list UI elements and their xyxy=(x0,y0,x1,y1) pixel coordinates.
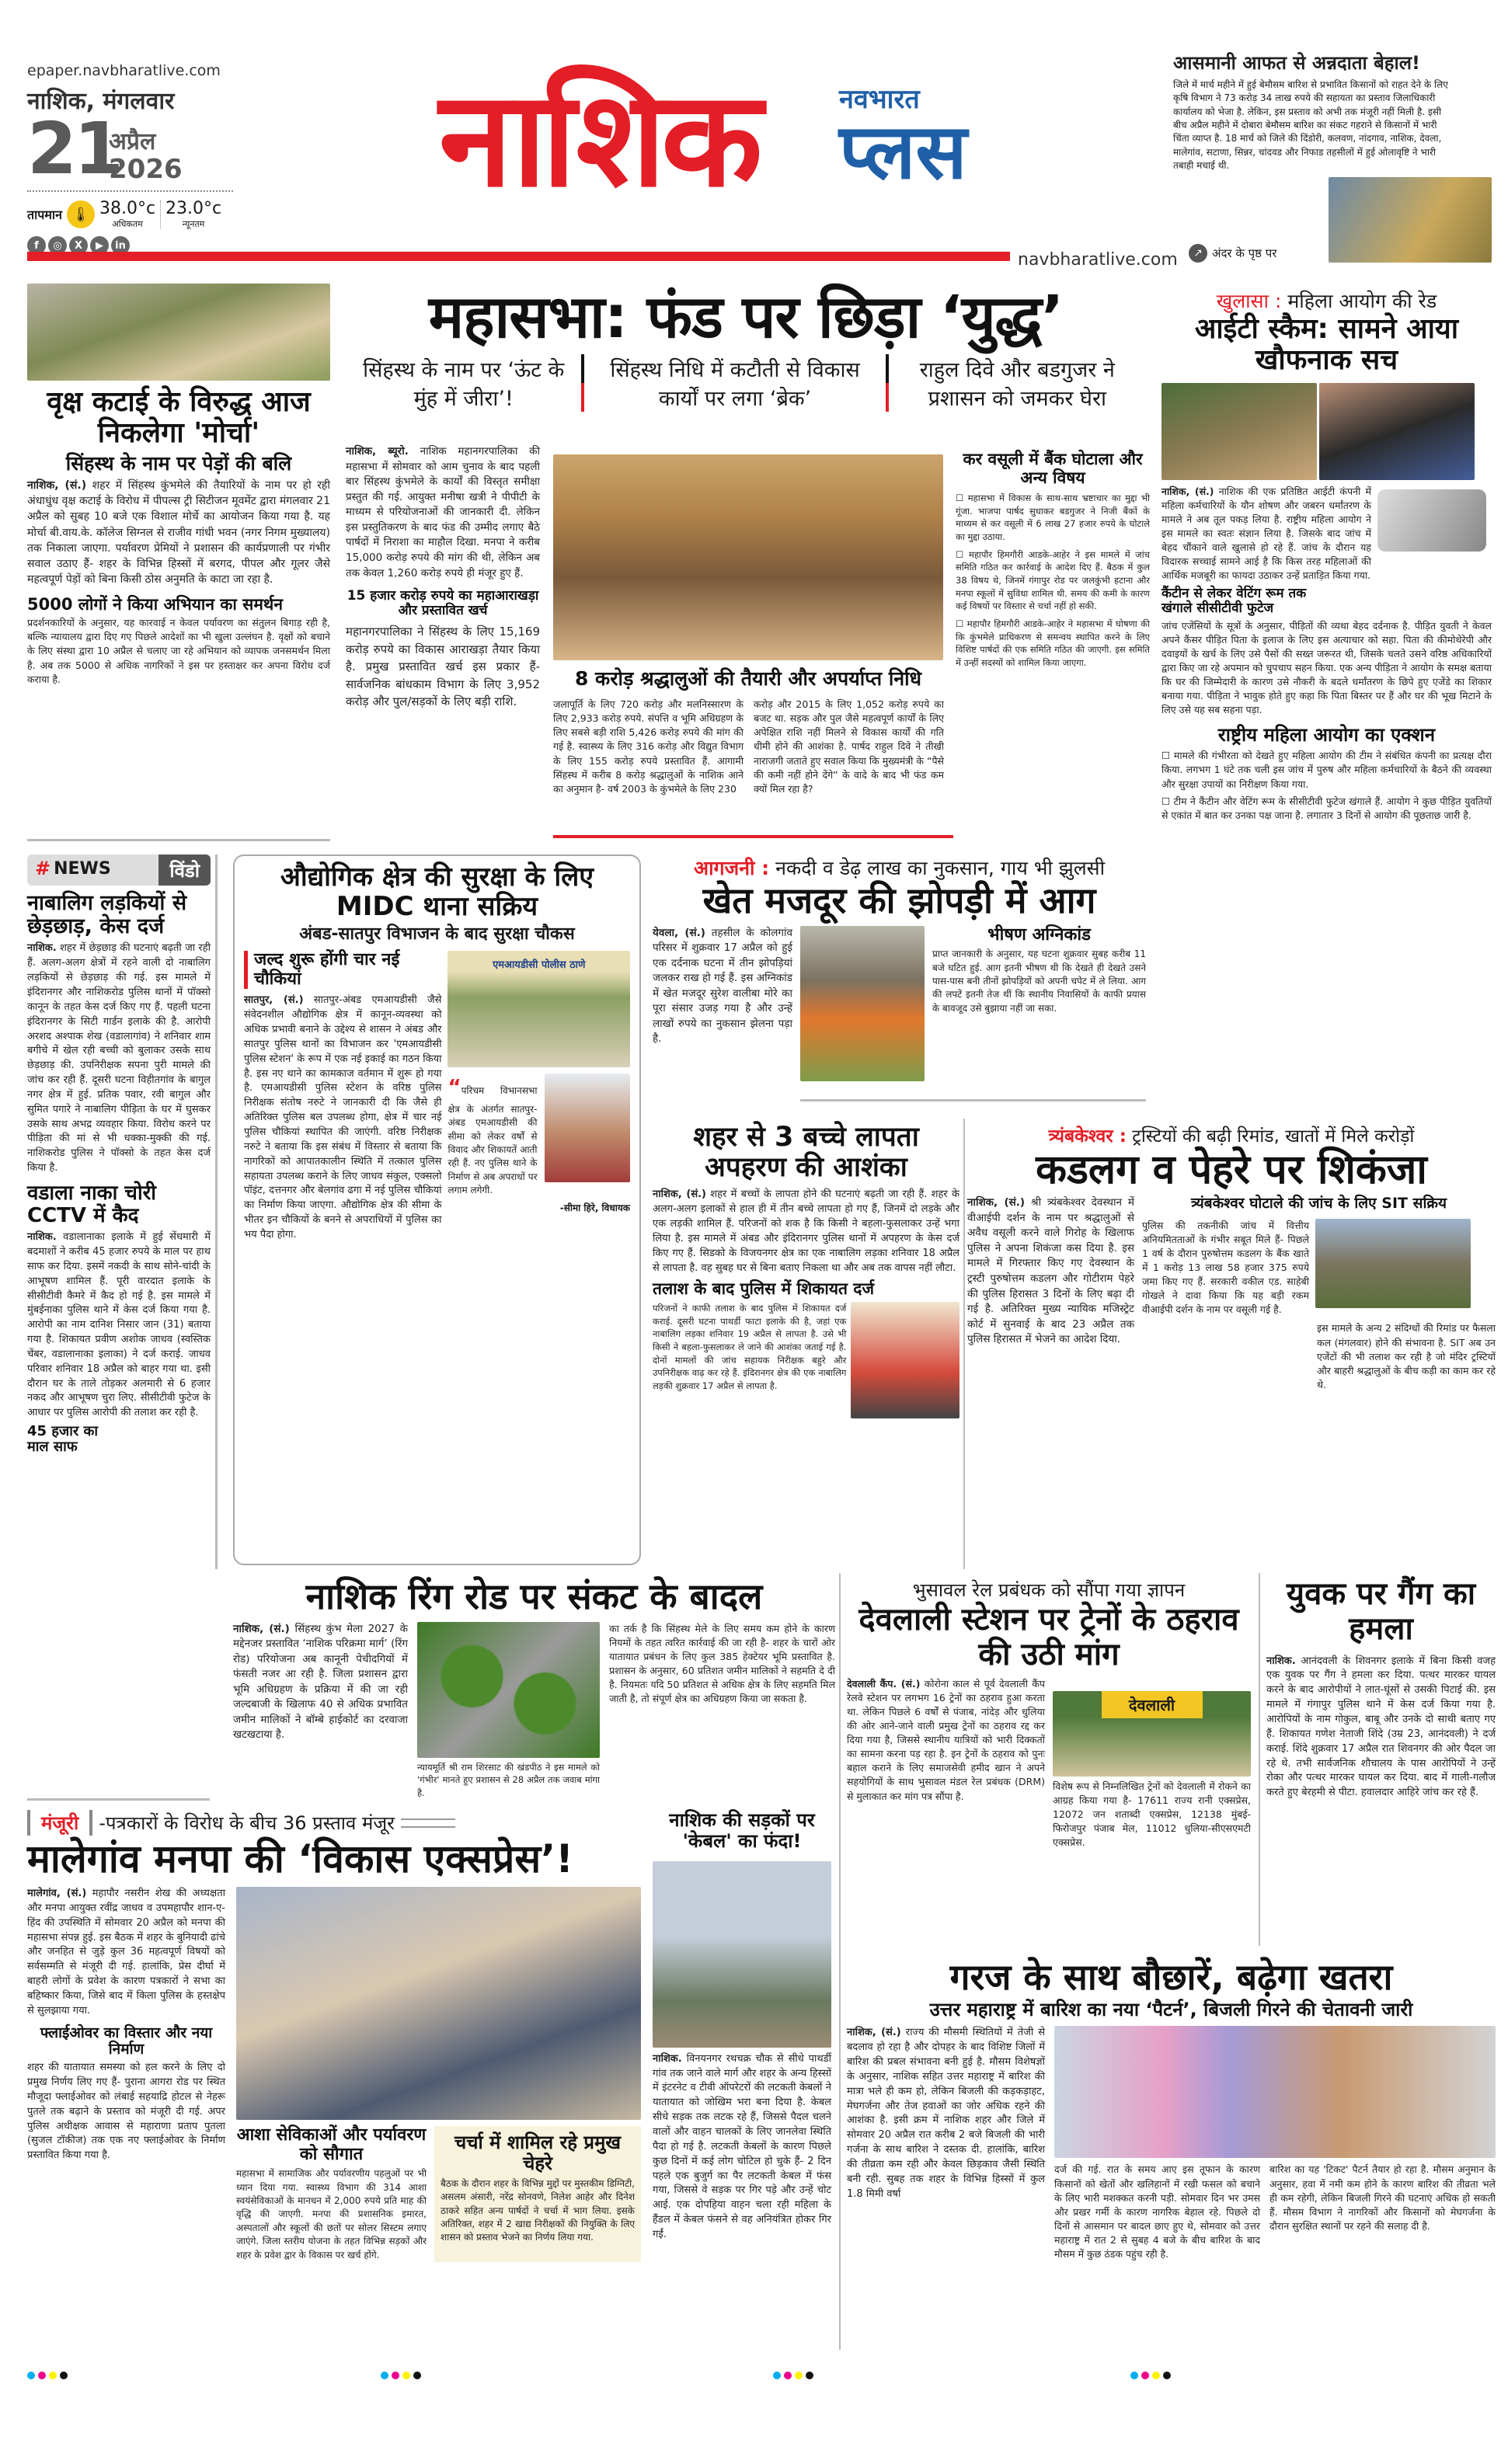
section-rule xyxy=(27,1798,210,1801)
linkedin-icon[interactable]: in xyxy=(111,236,130,255)
cable-body: विनयनगर रथचक्र चौक से सीधे पाथर्डी गांव तक जाने वाले मार्ग और शहर के अन्य हिस्सों में इंटरनेट व टीवी ऑपरेटरों की लटकती केबलों ने यातायात को जोखिम भरा बना दिया है. केबल सीधे सड़क तक लटक रहे हैं, जिससे पैदल चलने वालों और वाहन चालकों के लिए जानलेवा स्थिति पैदा हो गई है. लटकती केबलों के कारण पिछले कुछ दिनों में कई लोग चोटिल हो चुके हैं- 2 दिन पहले एक बुजुर्ग का पैर लटकती केबल में फंस गया, जिससे वे सड़क पर गिर पड़े और उन्हें चोट आई. एक दोपहिया वाहन चला रही महिला के हैंडल में केबल फंसने से वह अनियंत्रित होकर गिर गईं. xyxy=(653,2052,831,2240)
web-address[interactable]: navbharatlive.com xyxy=(1010,250,1186,270)
missing-subhead: तलाश के बाद पुलिस में शिकायत दर्ज xyxy=(653,1279,875,1299)
tree-body-2: प्रदर्शनकारियों के अनुसार, यह कारवाई न केवल पर्यावरण का संतुलन बिगाड़ रही है, बल्कि न्यायालय द्वारा दिए गए पिछले आदेशों का भी खुला उल्लंघन है. वृक्षों को बचाने के लिए संस्था द्वारा 10 अप्रैल से चलाए जा रहे अभियान को व्यापक जनसमर्थन मिला है. अब तक 5000 से अधिक नागरिकों ने इस पर हस्ताक्षर कर अपना विरोध दर्ज कराया है. xyxy=(27,617,330,685)
teaser-headline: आसमानी आफत से अन्नदाता बेहाल! xyxy=(1173,52,1420,74)
malegaon-subhead-2: आशा सेविकाओं और पर्यावरण को सौगात xyxy=(236,2125,427,2164)
midc-quote: परिचम विभानसभा क्षेत्र के अंतर्गत सातपुर-अंबड एमआयडीसी की सीमा को लेकर वर्षों से विवाद और शिकायतें आती रही हैं. नए पुलिस थाने के निर्माण से अब अपराधों पर लगाम लगेगी. xyxy=(448,1085,538,1196)
date-month: अप्रैल xyxy=(109,128,156,155)
temp-min-label: न्यूनतम xyxy=(182,219,205,229)
badge-news: NEWS xyxy=(54,859,111,879)
logo-main: नाशिक xyxy=(439,63,758,217)
itscam-box-head: कैंटीन से लेकर वेटिंग रूम तक खंगाले सीसीटीवी फुटेज xyxy=(1161,585,1307,616)
temp-max: 38.0°c xyxy=(99,199,156,218)
malegaon-body-1: शहर की यातायात समस्या को हल करने के लिए दो प्रमुख निर्णय लिए गए हैं- पुराना आगरा रोड पर स्थित मौजूदा फ्लाईओवर को लंबाई सहयाद्रि होटल से नेहरू पुतले तक बढ़ाने के प्रस्ताव को मंजूरी दी गई. अपर पुलिस अधीक्षक आवास से महाराणा प्रताप पुतला (सुजल टॉकीज) तक एक नए फ्लाईओवर के निर्माण प्रस्तावित किया गया है. xyxy=(27,2062,225,2162)
facebook-icon[interactable]: f xyxy=(27,236,46,255)
lead-sidebar xyxy=(956,451,1150,670)
cable-headline: नाशिक की सड़कों पर 'केबल' का फंदा! xyxy=(669,1809,815,1852)
malegaon-dateline: मालेगांव, (सं.) xyxy=(27,1888,87,1899)
ringroad-headline: नाशिक रिंग रोड पर संकट के बादल xyxy=(305,1575,763,1617)
nw-pullquote: 45 हजार का माल साफ xyxy=(27,1423,99,1456)
thermometer-icon: 🌡 xyxy=(67,200,95,228)
temperature xyxy=(27,199,221,230)
news-window-badge xyxy=(27,854,211,886)
tree-body: शहर में सिंहस्थ कुंभमेले की तैयारियों के नाम पर हो रही अंधाधुंध वृक्ष कटाई के विरोध में पीपल्स ट्री सिटीजन मूवमेंट द्वारा मंगलवार 21 अप्रैल को सुबह 10 बजे एक विशाल मोर्चे का आयोजन किया गया है. यह मोर्चा बी.वाय.के. कॉलेज सिग्नल से राजीव गांधी भवन (नगर निगम मुख्यालय) तक निकाला जाएगा. पर्यावरण प्रेमियों ने प्रशासन की कार्यप्रणाली पर गंभीर सवाल उठाए हैं- शहर के विभिन्न हिस्सों में बरगद, पीपल और गूलर जैसे महत्वपूर्ण पेड़ों को बिना किसी ठोस अनुमति के काटा जा रहा है. xyxy=(27,479,330,586)
arrow-icon: ↗ xyxy=(1189,244,1207,263)
itscam-kicker-rest: महिला आयोग की रेड xyxy=(1287,290,1437,312)
story-weather xyxy=(847,1958,1496,2261)
tree-subhead: सिंहस्थ के नाम पर पेड़ों की बलि xyxy=(65,451,292,475)
youtube-icon[interactable]: ▶ xyxy=(90,236,109,255)
temp-label: तापमान xyxy=(27,207,62,222)
ringroad-body: सिंहस्थ कुंभ मेला 2027 के मद्देनजर प्रस्तावित ‘नाशिक परिक्रमा मार्ग’ (रिंग रोड) परियोजना अब कानूनी पेचीदगियों में फंसती नजर आ रही है. जिला प्रशासन द्वारा भूमि अधिग्रहण के प्रक्रिया में की जा रही जल्दबाजी के खिलाफ 40 से अधिक प्रभावित जमीन मालिकों ने बॉम्बे हाईकोर्ट का दरवाजा खटखटाया है. xyxy=(233,1622,408,1742)
tree-headline: वृक्ष कटाई के विरुद्ध आज निकलेगा 'मोर्चा' xyxy=(47,386,311,450)
fire-photo xyxy=(800,926,925,1081)
fire-kicker-rest: नकदी व डेढ़ लाख का नुकसान, गाय भी झुलसी xyxy=(775,857,1106,879)
trimbak-headline: कडलग व पेहरे पर शिकंजा xyxy=(1036,1147,1427,1193)
logo-side: प्लस xyxy=(839,108,967,197)
x-icon[interactable]: X xyxy=(69,236,88,255)
weather-body-3: बारिश का यह 'टिकट' पैटर्न तैयार हो रहा है. मौसम अनुमान के अनुसार, हवा में नमी कम होने के कारण बारिश की तीव्रता भले ही कम रहेगी, लेकिन बिजली गिरने की घटनाएं अधिक हो सकती हैं. मौसम विभाग ने नागरिकों और किसानों को मेघगर्जना के दौरान सुरक्षित स्थानों पर रहने की सलाह दी है. xyxy=(1269,2163,1496,2232)
malegaon-headline: मालेगांव मनपा की ‘विकास एक्सप्रेस’! xyxy=(27,1836,573,1881)
missing-body: शहर में बच्चों के लापता होने की घटनाएं बढ़ती जा रही हैं. शहर के अलग-अलग इलाकों से हाल ही में तीन बच्चे लापता हो गए हैं, जिनमें दो लड़के और एक लड़की शामिल हैं. परिजनों को शक है कि किसी ने बहला-फुसलाकर उन्हें भगा लिया है. इस मामले में अंबड और इंदिरानगर पुलिस थानों में अपहरण के केस दर्ज किए गए हैं. सिडको के विजयनगर क्षेत्र का एक नाबालिग लड़का शनिवार 18 अप्रैल से लापता है. वह सुबह घर से बिना बताए निकला था और अब तक वापस नहीं लौटा. xyxy=(653,1188,959,1274)
midc-headline: औद्योगिक क्षेत्र की सुरक्षा के लिए MIDC थाना सक्रिय xyxy=(280,861,594,923)
yellow-dot xyxy=(49,2372,57,2379)
weather-map-photo xyxy=(1054,2026,1496,2158)
story-gang xyxy=(1266,1577,1496,1801)
site-url[interactable]: epaper.navbharatlive.com xyxy=(27,62,221,79)
malegaon-subhead-3: चर्चा में शामिल रहे प्रमुख चेहरे xyxy=(454,2132,622,2174)
assembly-photo xyxy=(553,454,943,660)
malegaon-body-2: महासभा में सामाजिक और पर्यावरणीय पहलुओं पर भी ध्यान दिया गया. स्वास्थ्य विभाग की 314 आशा स्वयंसेविकाओं के मानधन में 2,000 रुपये प्रति माह की वृद्धि की जाएगी. मनपा की प्रशासनिक इमारत, अस्पतालों और स्कूलों की छतों पर सोलर सिस्टम लगाए जाएंगे. जिला स्तरीय योजना के तहत विभिन्न सड़कों और शहर के प्रवेश द्वार के विकास पर खर्च होंगे. xyxy=(236,2168,427,2260)
itscam-photo-1 xyxy=(1161,383,1317,480)
itscam-dateline: नाशिक, (सं.) xyxy=(1161,485,1214,497)
story-tree xyxy=(27,284,330,687)
nw-dateline-2: नाशिक. xyxy=(27,1231,57,1244)
ringroad-body-2: का तर्क है कि सिंहस्थ मेले के लिए समय कम होने के कारण नियमों के तहत त्वरित कार्रवाई की जा रही है- शहर के चारों ओर यातायात प्रबंधन के लिए कुल 385 हेक्टेयर भूमि प्रस्तावित है. प्रशासन के अनुसार, 60 प्रतिशत जमीन मालिकों ने सहमति दे दी है. नियमतः यदि 50 प्रतिशत से अधिक क्षेत्र के लिए सहमति मिल जाती है, तो संपूर्ण क्षेत्र का अधिग्रहण किया जा सकता है. xyxy=(609,1622,835,1705)
lead-body-3: करोड़ और 2015 के लिए 1,052 करोड़ रुपये का बजट था. सड़क और पुल जैसे महत्वपूर्ण कार्यों के लिए अपेक्षित राशि नहीं मिलने से विकास कार्यों की गति धीमी होने की आशंका है. पार्षद राहुल दिवे ने तीखी नाराजगी जताते हुए सवाल किया कि मुख्यमंत्री के “पैसे की कमी नहीं होने देंगे” के वादे के बाद भी फंड कम क्यों मिल रहा है? xyxy=(754,698,944,795)
instagram-icon[interactable]: ◎ xyxy=(48,236,67,255)
itscam-body-2: जांच एजेंसियों के सूत्रों के अनुसार, पीड़ितों की व्यथा बेहद दर्दनाक है. पीड़ित युवती ने केवल अपने कैंसर पीड़ित पिता के इलाज के लिए इस अत्याचार को सहा. पिता की कीमोथेरेपी और दवाइयों के खर्च के लिए उसे पैसों की सख्त जरूरत थी, जिसके चलते उसने वरिष्ठ अधिकारियों द्वारा किए जा रहे अपमान को चुपचाप सहन किया. एक अन्य पीड़िता ने आयोग के समक्ष बताया कि घर की जिम्मेदारी के कारण उसे नौकरी के बदले धर्मांतरण के छिपे हुए एजेंडे का शिकार बनाया गया. पीड़िता ने भावुक होते हुए कहा कि पिता बिस्तर पर हैं और घर की भूख मिटाने के लिए उसे यह सब सहना पड़ा. xyxy=(1161,619,1492,716)
lead-side-item: ☐ महापौर हिमगौरी आडके-आहेर ने महासभा में घोषणा की कि कुंभमेले प्राधिकरण से समन्वय स्थापित करने के लिए विशिष्ट पार्षदों की एक समिति गठित की जाएगी. इस समिति में उन्हीं सदस्यों को शामिल किया जाएगा. xyxy=(956,618,1150,669)
cable-dateline: नाशिक. xyxy=(653,2052,682,2065)
lead-subhead-1: 15 हजार करोड़ रुपये का महाआराखड़ा और प्रस्तावित खर्च xyxy=(347,588,539,619)
section-rule xyxy=(839,1573,841,2350)
quote-icon: “ xyxy=(448,1076,461,1100)
weather-dateline: नाशिक, (सं.) xyxy=(847,2027,901,2039)
cyan-dot xyxy=(27,2372,35,2379)
tree-photo xyxy=(27,284,330,381)
story-lead xyxy=(346,284,1146,412)
fire-rule xyxy=(800,1099,1146,1101)
devlali-kicker: भुसावल रेल प्रबंधक को सौंपा गया ज्ञापन xyxy=(912,1579,1186,1601)
logo-top: नवभारत xyxy=(839,84,920,115)
triple-line-icon xyxy=(401,1818,455,1828)
lead-body-2: जलापूर्ति के लिए 720 करोड़ और मलनिस्सारण के लिए 2,933 करोड़ रुपये. संपत्ति व भूमि अधिग्रहण के लिए सबसे बड़ी राशि 5,426 करोड़ रुपये की मांग की गई है. स्वास्थ्य के लिए 316 करोड़ और विद्युत विभाग के लिए 155 करोड़ रुपये प्रस्तावित हैं. आगामी सिंहस्थ में करीब 8 करोड़ श्रद्धालुओं के नाशिक आने का अनुमान है- वर्ष 2003 के कुंभमेले के लिए 230 xyxy=(553,698,744,795)
devlali-station-photo xyxy=(1053,1691,1251,1777)
registration-mark xyxy=(1130,2368,1174,2382)
lead-side-item: ☐ महापौर हिमगौरी आडके-आहेर ने इस मामले में जांच समिति गठित कर कार्रवाई के आदेश दिए हैं. बैठक में कुल 38 विषय थे, जिनमें गंगापुर रोड पर जलकुंभी हटाना और मनपा स्कूलों में सुविधा शामिल थी. समय की कमी के कारण कई विषयों पर विस्तार से चर्चा नहीं हो सकी. xyxy=(956,548,1150,612)
lead-deck-1: सिंहस्थ के नाम पर ‘ऊंट के मुंह में जीरा’! xyxy=(346,354,584,412)
story-itscam xyxy=(1161,287,1492,823)
midc-side-head: जल्द शुरू होंगी चार नई चौकियां xyxy=(244,951,441,989)
teaser-box xyxy=(1173,53,1492,263)
cctv-camera-icon xyxy=(1377,489,1486,552)
tree-dateline: नाशिक, (सं.) xyxy=(27,479,87,492)
lead-deck-3: राहुल दिवे और बडगुजर ने प्रशासन को जमकर घेरा xyxy=(919,358,1115,412)
tree-subhead-2: 5000 लोगों ने किया अभियान का समर्थन xyxy=(27,594,284,614)
gang-dateline: नाशिक. xyxy=(1266,1655,1296,1667)
weather-body: राज्य की मौसमी स्थितियों में तेजी से बदलाव हो रहा है और दोपहर के बाद विशिष्ट जिलों में बारिश की प्रबल संभावना बनी हुई है. मौसम विशेषज्ञों के अनुसार, नाशिक सहित उत्तर महाराष्ट्र में बारिश की मात्रा भले ही कम हो, लेकिन बिजली की कड़कड़ाहट, मेघगर्जना और तेज हवाओं का जोर अधिक रहने की आशंका है. इसी क्रम में नाशिक शहर और जिले में सोमवार 20 अप्रैल रात करीब 2 बजे बिजली की भारी गर्जना के साथ बारिश ने दस्तक दी. हालांकि, बारिश की तीव्रता कम रही और केवल छिड़काव जैसी स्थिति बनी रही. सुबह तक शहर के विभिन्न हिस्सों में कुल 1.8 मिमी वर्षा xyxy=(847,2027,1046,2200)
teaser-link[interactable] xyxy=(1189,244,1276,263)
fire-body: तहसील के कोलगांव परिसर में शुक्रवार 17 अप्रैल को हुई एक दर्दनाक घटना में तीन झोपड़ियां जलकर राख हो गई हैं. इस अग्निकांड में खेत मजदूर सुरेश वालीबा मोरे का पूरा संसार उजड़ गया है और उन्हें लाखों रुपये का नुकसान झेलना पड़ा है. xyxy=(653,926,792,1046)
lead-body-1: महानगरपालिका ने सिंहस्थ के लिए 15,169 करोड़ रुपये का विकास आराखड़ा तैयार किया है. प्रमुख प्रस्तावित खर्च इस प्रकार हैं- सार्वजनिक बांधकाम विभाग के लिए 3,952 करोड़ और पुल/सड़कों के लिए बड़ी राशि. xyxy=(346,625,540,709)
malegaon-body-3: बैठक के दौरान शहर के विभिन्न मुद्दों पर मुस्तकीम डिग्निटी, असलम अंसारी, नरेंद्र सोनवणे, निलेश आहेर और दिनेश ठाकरे सहित अन्य पार्षदों ने चर्चा में भाग लिया. इसके अतिरिक्त, शहर में 2 खाद्य निरीक्षकों की नियुक्ति के लिए शासन को प्रस्ताव भेजने का निर्णय लिया गया. xyxy=(441,2177,635,2243)
missing-headline: शहर से 3 बच्चे लापता अपहरण की आशंका xyxy=(693,1122,919,1184)
temp-min: 23.0°c xyxy=(165,199,222,218)
lead-body: नाशिक महानगरपालिका की महासभा में सोमवार को आम चुनाव के बाद पहली बार सिंहस्थ कुंभमेले के कार्यों की विस्तृत समीक्षा प्रस्तुत की गई. आयुक्त मनीषा खत्री ने पीपीटी के माध्यम से परियोजनाओं की जानकारी दी. लेकिन इस प्रस्तुतिकरण के बाद फंड की उम्मीद लगाए बैठे पार्षदों में निराशा का माहौल दिखा. मनपा ने करीब 15,000 करोड़ रुपये की मांग की थी, लेकिन अब तक केवल 1,260 करोड़ रुपये ही मंजूर हुए हैं. xyxy=(346,445,540,579)
temp-max-label: अधिकतम xyxy=(112,219,143,229)
registration-mark xyxy=(773,2368,817,2382)
missing-body-2: परिजनों ने काफी तलाश के बाद पुलिस में शिकायत दर्ज कराई. दूसरी घटना पाथर्डी फाटा इलाके की है, जहां एक नाबालिग लड़का शनिवार 19 अप्रैल से लापता है. उसे भी किसी ने बहला-फुसलाकर ले जाने की आशंका जताई गई है. दोनों मामलों की जांच सहायक निरीक्षक बहुरे और उपनिरीक्षक वाढ़ कर रहे हैं. इंदिरानगर क्षेत्र की एक नाबालिग लड़की शुक्रवार 17 अप्रैल से लापता है. xyxy=(653,1302,847,1391)
lead-decks xyxy=(346,354,1146,412)
lead-subhead-2: 8 करोड़ श्रद्धालुओं की तैयारी और अपर्याप्त निधि xyxy=(574,667,922,690)
trimbak-body-2: पुलिस की तकनीकी जांच में वित्तीय अनियमितताओं के गंभीर सबूत मिले हैं- पिछले 1 वर्ष के दौरान पुरुषोत्तम कडलग के बैंक खाते में 1 करोड़ 13 लाख 58 हजार 375 रुपये जमा किए गए हैं. सरकारी वकील एड. साहेबी गोखले ने दावा किया कि यह बड़ी रकम वीआईपी दर्शन के नाम पर वसूली गई है. xyxy=(1142,1219,1309,1316)
itscam-kicker: खुलासा : xyxy=(1216,290,1282,312)
devlali-body-2: विशेष रूप से निम्नलिखित ट्रेनों को देवलाली में रोकने का आग्रह किया गया है- 17611 राज्य रानी एक्सप्रेस, 12072 जन शताब्दी एक्सप्रेस, 12138 मुंबई-फिरोजपुर पंजाब मेल, 11012 धुलिया-सीएसएमटी एक्सप्रेस. xyxy=(1053,1780,1251,1849)
ringroad-photo xyxy=(417,1622,600,1758)
weather-body-2: दर्ज की गई. रात के समय आए इस तूफान के कारण किसानों को खेतों और खलिहानों में रखी फसल को बचाने के लिए भारी मशक्कत करनी पड़ी. सोमवार दिन भर उमस और प्रखर गर्मी के कारण नागरिक बेहाल रहे. पिछले दो दिनों से आसमान पर बादल छाए हुए थे, सोमवार को उत्तर महाराष्ट्र में रात 2 से सुबह 4 बजे के बीच बारिश के बाद मौसम में कुछ ठंडक पहुंच रही है. xyxy=(1054,2163,1260,2260)
devlali-body: कोरोना काल से पूर्व देवलाली कैंप रेलवे स्टेशन पर लगभग 16 ट्रेनों का ठहराव हुआ करता था. लेकिन पिछले 6 वर्षों से पंजाब, नांदेड़ और धुलिया की ओर आने-जाने वाली प्रमुख ट्रेनों का ठहराव रद्द कर दिया गया है, जिससे स्थानीय यात्रियों को भारी दिक्कतों का सामना करना पड़ रहा है. इन ट्रेनों के ठहराव को पुनः बहाल कराने के लिए समाजसेवी हमीद खान ने अपने सहयोगियों के साथ भुसावल मंडल रेल प्रबंधक (DRM) से मुलाकात कर मांग पत्र सौंपा है. xyxy=(847,1677,1045,1802)
midc-station-photo xyxy=(448,951,630,1067)
malegaon-body: महापौर नसरीन शेख की अध्यक्षता और मनपा आयुक्त रवींद्र जाधव व उपमहापौर शान-ए-हिंद की उपस्थिति में सोमवार 20 अप्रैल को मनपा की महासभा संपन्न हुई. इस बैठक में शहर के बुनियादी ढांचे और जनहित से जुड़े कुल 36 महत्वपूर्ण विषयों को सर्वसम्मति से मंजूरी दी गई. हालांकि, प्रेस दीर्घा में बाहरी लोगों के प्रवेश के कारण पत्रकारों ने सभा का बहिष्कार किया, जिसे बाद में किला पुलिस के हस्तक्षेप से सुलझाया गया. xyxy=(27,1888,225,2017)
masthead xyxy=(0,0,1501,272)
lead-dateline: नाशिक, ब्यूरो. xyxy=(346,445,409,458)
malegaon-kicker: मंजूरी xyxy=(27,1810,92,1836)
malegaon-meeting-photo xyxy=(236,1887,641,2120)
story-midc xyxy=(233,854,641,1565)
trimbak-subhead: त्र्यंबकेश्वर घोटाले की जांच के लिए SIT सक्रिय xyxy=(1190,1195,1447,1213)
story-trimbak xyxy=(967,1122,1496,1392)
temple-photo xyxy=(1315,1219,1471,1308)
column-rule xyxy=(27,839,330,841)
devlali-headline: देवलाली स्टेशन पर ट्रेनों के ठहराव की उठी मांग xyxy=(858,1602,1239,1672)
city-day: नाशिक, मंगलवार xyxy=(27,88,175,115)
trimbak-kicker-rest: ट्रस्टियों की बढ़ी रिमांड, खातों में मिले करोड़ों xyxy=(1132,1126,1415,1147)
date-day: 21 xyxy=(27,107,121,190)
ringroad-caption: न्यायमूर्ति श्री राम शिरसाट की खंडपीठ ने इस मामले को 'गंभीर' मानते हुए प्रशासन से 28 अप्रैल तक जवाब मांगा है. xyxy=(417,1761,600,1798)
story-cable xyxy=(653,1810,831,2243)
trimbak-body: श्री त्र्यंबकेश्वर देवस्थान में वीआईपी दर्शन के नाम पर श्रद्धालुओं से अवैध वसूली करने वाले गिरोह के खिलाफ पुलिस ने अपना शिकंजा कस दिया है. इस मामले में गिरफ्तार किए गए देवस्थान के ट्रस्टी पुरुषोत्तम कडलग और गोटीराम पेहरे की पुलिस हिरासत 3 दिनों के लिए बढ़ा दी गई है. अतिरिक्त मुख्य न्यायिक मजिस्ट्रेट कोर्ट में सुनवाई के बाद 23 अप्रैल तक पुलिस हिरासत में भेजने का आदेश दिया. xyxy=(967,1196,1134,1346)
magenta-dot xyxy=(38,2372,46,2379)
badge-window: विंडो xyxy=(158,854,211,886)
midc-quote-by: -सीमा हिरे, विधायक xyxy=(559,1202,630,1213)
story-malegaon xyxy=(27,1810,641,2262)
date-divider xyxy=(27,190,233,192)
teaser-link-label: अंदर के पृष्ठ पर xyxy=(1212,246,1277,260)
fire-headline: खेत मजदूर की झोपड़ी में आग xyxy=(702,879,1096,921)
devlali-dateline: देवलाली कैंप. (सं.) xyxy=(847,1677,921,1690)
news-window xyxy=(27,854,218,1569)
trimbak-kicker: त्र्यंबकेश्वर : xyxy=(1048,1126,1127,1147)
midc-dateline: सातपुर, (सं.) xyxy=(244,994,304,1007)
nw-headline-2: वडाला नाका चोरी CCTV में कैद xyxy=(27,1181,157,1228)
gang-body: आनंदवली के शिवनगर इलाके में बिना किसी वजह एक युवक पर गैंग ने हमला कर दिया. पत्थर मारकर घायल करने के बाद आरोपीयों ने लात-घूंसों से उसकी पिटाई की. इस मामले में गंगापुर पुलिस थाने में केस दर्ज किया गया है. आरोपियों के नाम गोकुल, बाबू और उनके दो साथी बताए गए हैं. शिकायत गणेश नेताजी शिंदे (उम्र 23, आनंदवली) ने दर्ज कराई. शिंदे शुक्रवार 17 अप्रैल रात शिवनगर की ओर पैदल जा रहे थे. तभी सार्वजनिक शौचालय के पास आरोपियों ने उन्हें रोका और पत्थर मारकर घायल कर दिया. बाद में गाली-गलौज करते हुए बेरहमी से पीटा. हवालदार आहिरे जांच कर रहे हैं. xyxy=(1266,1655,1496,1799)
fire-side-head: भीषण अग्निकांड xyxy=(987,924,1091,945)
registration-mark xyxy=(381,2368,424,2382)
mla-portrait xyxy=(545,1074,630,1182)
devlali-sign: देवलाली xyxy=(1102,1691,1203,1718)
story-fire xyxy=(653,854,1146,1081)
itscam-headline: आईटी स्कैम: सामने आया खौफनाक सच xyxy=(1194,313,1459,377)
date-year: 2026 xyxy=(109,154,183,185)
farmer-photo xyxy=(1329,177,1492,263)
midc-body: सातपुर-अंबड एमआयडीसी जैसे संवेदनशील औद्योगिक क्षेत्र में कानून-व्यवस्था को अधिक प्रभावी बनाने के उद्देश्य से शासन ने अंबड और सातपुर पुलिस थानों का विभाजन कर 'एमआयडीसी पुलिस स्टेशन' के रूप में एक नई इकाई का गठन किया है. इस नए थाने का कामकाज वर्तमान में शुरू हो गया है. एमआयडीसी पुलिस स्टेशन के वरिष्ठ पुलिस निरीक्षक संतोष नरुटे ने जानकारी दी कि जैसे ही अतिरिक्त पुलिस बल उपलब्ध होगा, क्षेत्र में चार नई पुलिस चौकियां स्थापित की जाएंगी. वरिष्ठ निरीक्षक नरुटे ने बताया कि इस संबंध में विस्तार से बताया कि नागरिकों को आपातकालीन स्थिति में तत्काल पुलिस सहायता उपलब्ध कराने के लिए जाधव संकुल, एक्सलो पॉइंट, दत्तनगर और बेलगांव ढगा में नई पुलिस चौकियां का निर्माण किया जाएगा. औद्योगिक क्षेत्र की सीमा के भीतर इन चौकियों के बनने से अपराधियों में पुलिस का भय पैदा होगा. xyxy=(244,994,442,1241)
midc-subhead: अंबड-सातपुर विभाजन के बाद सुरक्षा चौकस xyxy=(299,924,575,945)
midc-station-sign: एमआयडीसी पोलीस ठाणे xyxy=(493,959,586,972)
black-dot xyxy=(60,2372,68,2379)
trimbak-dateline: नाशिक, (सं.) xyxy=(967,1196,1026,1209)
nw-body-1: शहर में छेड़छाड़ की घटनाएं बढ़ती जा रही हैं. अलग-अलग क्षेत्रों में रहने वाली दो नाबालिग लड़कियों से छेड़छाड़ की गई. इस मामले में इंदिरानगर और नाशिकरोड पुलिस थानों में पॉक्सो कानून के तहत केस दर्ज किए गए हैं. पहली घटना इंदिरानगर के सिटी गार्डन इलाके की है. आरोपी अरशद अश्पाक शेख (वडालागांव) ने शनिवार शाम बगीचे में खेल रही बच्ची को बुलाकर उसके साथ छेड़छाड़ की. उपनिरीक्षक सपना पुरी मामले की जांच कर रही हैं. दूसरी घटना विहीतगांव के बागुल नगर क्षेत्र में हुई. प्रतिक पवार, रवी बागुल और सुमित पगारे ने नाबालिग पीड़िता के घर में घुसकर उसके साथ अभद्र व्यवहार किया. विरोध करने पर पीड़िता की मां से भी धक्का-मुक्की की गई. नाशिकरोड पुलिस ने पॉक्सो के तहत केस दर्ज किया है. xyxy=(27,942,211,1175)
itscam-photo-2 xyxy=(1319,383,1475,480)
hash-icon: # xyxy=(35,858,51,879)
malegaon-subhead-1: फ्लाईओवर का विस्तार और नया निर्माण xyxy=(40,2024,213,2058)
section-rule xyxy=(1259,1573,1260,1946)
story-missing xyxy=(653,1122,959,1418)
nw-dateline-1: नाशिक. xyxy=(27,942,57,955)
lead-side-head: कर वसूली में बैंक घोटाला और अन्य विषय xyxy=(963,450,1143,487)
masthead-red-bar xyxy=(27,252,1111,261)
kidnap-illustration xyxy=(851,1302,959,1418)
itscam-subhead: राष्ट्रीय महिला आयोग का एक्शन xyxy=(1217,724,1436,747)
weather-headline: गरज के साथ बौछारें, बढ़ेगा खतरा xyxy=(949,1956,1393,1998)
fire-side-body: प्राप्त जानकारी के अनुसार, यह घटना शुक्रवार सुबह करीब 11 बजे घटित हुई. आग इतनी भीषण थी कि देखते ही देखते उसने पास-पास बनी तीनों झोपड़ियों को अपनी चपेट में ले लिया. आग की लपटें इतनी तेज थीं कि स्थानीय निवासियों के काफी प्रयास के बावजूद उसे बुझाया नहीं जा सका. xyxy=(932,948,1146,1014)
story-devlali xyxy=(847,1577,1251,1850)
itscam-item: ☐ टीम ने कैंटीन और वेटिंग रूम के सीसीटीवी फुटेज खंगाले हैं. आयोग ने कुछ पीड़ित युवतियों से एकांत में बात कर उनका पक्ष जाना है. लगातार 3 दिनों से आयोग की पूछताछ जारी है. xyxy=(1161,795,1492,821)
teaser-body: जिले में मार्च महीने में हुई बेमौसम बारिश से प्रभावित किसानों को राहत देने के लिए कृषि विभाग ने 73 करोड़ 34 लाख रुपये की सहायता का प्रस्ताव जिलाधिकारी कार्यालय को भेजा है. लेकिन, इस प्रस्ताव को अभी तक मंजूरी नहीं मिली है. इसी बीच अप्रैल महीने में दोबारा बेमौसम बारिश का संकट गहराने से किसानों में भारी चिंता व्याप्त है. 18 मार्च को जिले की दिंडोरी, कलवण, नांदगाव, नाशिक, देवला, मालेगांव, सटाणा, सिन्नर, चांदवड और निफाड तहसीलों में हुई ओलावृष्टि ने भारी तबाही मचाई थी. xyxy=(1173,78,1448,172)
fire-kicker: आगजनी : xyxy=(693,857,770,879)
registration-mark xyxy=(27,2368,71,2382)
lead-side-item: ☐ महासभा में विकास के साथ-साथ भ्रष्टाचार का मुद्दा भी गूंजा. भाजपा पार्षद सुधाकर बडगुजर ने निजी बैंकों के माध्यम से कर वसूली में 6 लाख 27 हजार रुपये के घोटाले का मुद्दा उठाया. xyxy=(956,492,1150,543)
gang-headline: युवक पर गैंग का हमला xyxy=(1286,1576,1476,1647)
logo[interactable] xyxy=(439,63,998,252)
trimbak-body-3: इस मामले के अन्य 2 संदिग्धों की रिमांड पर फैसला कल (मंगलवार) होने की संभावना है. SIT अब उन एजेंटों की भी तलाश कर रही है जो मंदिर ट्रस्टियों और बाहरी श्रद्धालुओं के बीच कड़ी का काम कर रहे थे. xyxy=(1317,1322,1496,1390)
lead-red-rule xyxy=(553,835,953,838)
weather-subhead: उत्तर महाराष्ट्र में बारिश का नया ‘पैटर्न’, बिजली गिरने की चेतावनी जारी xyxy=(929,1998,1413,2020)
ringroad-dateline: नाशिक, (सं.) xyxy=(233,1622,290,1635)
malegaon-kicker-rest: -पत्रकारों के विरोध के बीच 36 प्रस्ताव मंजूर xyxy=(99,1812,395,1834)
print-marks xyxy=(0,2368,1501,2383)
nw-body-2: वडालानाका इलाके में हुई सेंधमारी में बदमाशों ने करीब 45 हजार रुपये के माल पर हाथ साफ कर दिया. इसमें नकदी के साथ सोने-चांदी के आभूषण शामिल हैं. पूरी वारदात इलाके के सीसीटीवी कैमरे में कैद हो गई है. इस मामले में मुंबईनाका पुलिस थाने में केस दर्ज किया गया है. आरोपी का नाम दानिश निसार जान (31) बताया गया है. शिकायत प्रवीण अशोक जाधव (स्वस्तिक चेंबर, वडालानाका इलाका) ने दर्ज कराई. जाधव परिवार शनिवार 18 अप्रैल को बाहर गया था. इसी दौरान घर के ताले तोड़कर अलमारी से 6 हजार नकद और आभूषण चुरा लिए. सीसीटीवी फुटेज के आधार पर पुलिस आरोपी की तलाश कर रही है. xyxy=(27,1231,211,1419)
section-rule xyxy=(963,1119,965,1569)
itscam-item: ☐ मामले की गंभीरता को देखते हुए महिला आयोग की टीम ने संबंधित कंपनी का प्रत्यक्ष दौरा किया. लगभग 1 घंटे तक चली इस जांच में पुरुष और महिला कर्मचारियों के बैठने की व्यवस्था और सुरक्षा उपायों का निरीक्षण किया गया. xyxy=(1161,750,1492,790)
lead-deck-2: सिंहस्थ निधि में कटौती से विकास कार्यों पर लगा ‘ब्रेक’ xyxy=(584,354,888,412)
story-ringroad xyxy=(233,1577,835,1800)
nw-headline-1: नाबालिग लड़कियों से छेड़छाड़, केस दर्ज xyxy=(27,891,187,939)
lead-headline: महासभा: फंड पर छिड़ा ‘युद्ध’ xyxy=(428,282,1064,351)
itscam-body: नाशिक की एक प्रतिष्ठित आईटी कंपनी में महिला कर्मचारियों के यौन शोषण और जबरन धर्मांतरण के मामले ने अब तूल पकड़ लिया है. राष्ट्रीय महिला आयोग ने इस मामले का स्वतः संज्ञान लिया है. जिसके बाद जांच में बेहद चौंकाने वाले खुलासे हो रहे हैं. जांच के दौरान यह विदारक सच्चाई सामने आई है कि किस तरह महिलाओं की आर्थिक मजबूरी का फायदा उठाकर उन्हें प्रताड़ित किया गया. xyxy=(1161,485,1371,582)
cable-photo xyxy=(653,1861,831,2048)
missing-dateline: नाशिक, (सं.) xyxy=(653,1188,706,1201)
fire-dateline: येवला, (सं.) xyxy=(653,926,705,939)
